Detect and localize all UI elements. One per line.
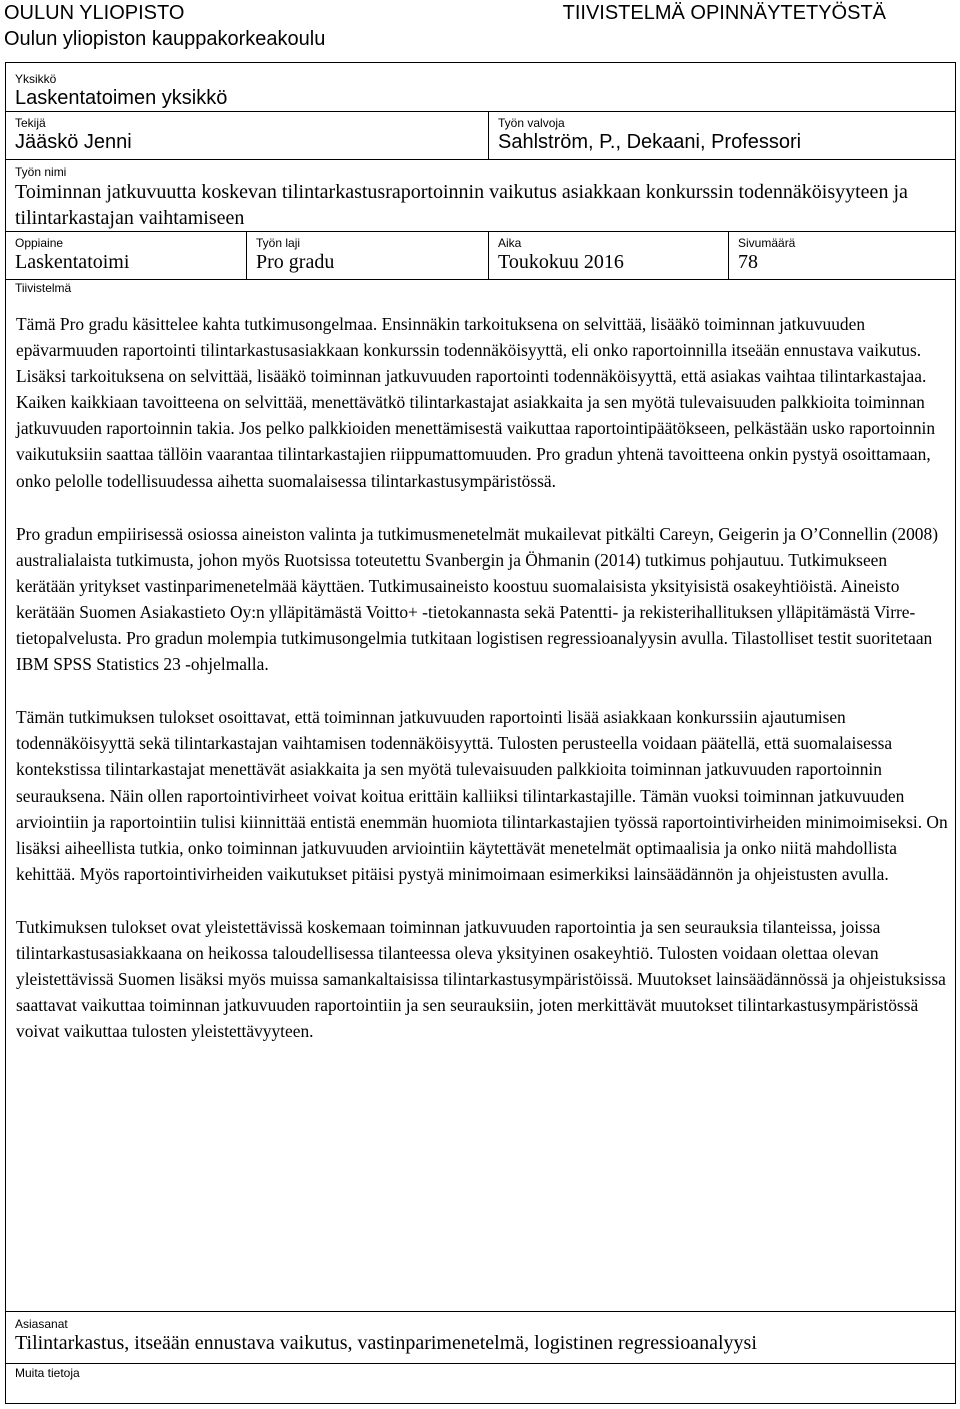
work-type-cell [246,232,488,279]
meta-row [6,231,955,279]
faculty-name: Oulun yliopiston kauppakorkeakoulu [4,28,326,50]
keywords-label: Asiasanat [15,1317,68,1331]
other-info-label: Muita tietoja [15,1366,80,1380]
date-cell [488,232,728,279]
abstract-paragraph: Tämä Pro gradu käsittelee kahta tutkimusongelmaa. Ensinnäkin tarkoituksena on selvittää, lisääkö toiminnan jatkuvuuden epävarmuuden raportointi tilintarkastusasiakkaan konkurssin todennäköisyyttä, eli onko raportoinnilla itseään ennustava vaikutus. Lisäksi tarkoituksena on selvittää, lisääkö toiminnan jatkuvuuden raportointi todennäköisyyttä, että asiakas vaihtaa tilintarkastajaa. Kaiken kaikkiaan tavoitteena on selvittää, menettävätkö tilintarkastajat asiakkaita ja sen myötä tulevaisuuden palkkioita toiminnan jatkuvuuden raportoinnin takia. Jos pelko palkkioiden menettämisestä vaikuttaa raportointipäätökseen, pelkästään usko raportoinnin vaikutuksiin saattaa tällöin vaarantaa tilintarkastajien riippumattomuuden. Pro gradun yhtenä tavoitteena onkin pystyä osoittamaan, onko pelolle todellisuudessa aihetta suomalaisessa tilintarkastusympäristössä. [16,314,936,491]
abstract-paragraph: Tutkimuksen tulokset ovat yleistettävissä koskemaan toiminnan jatkuvuuden raportointia ja sen seurauksia tilanteissa, joissa tilintarkastusasiakkaana on heikossa taloudellisessa tilanteessa oleva yksityinen osakeyhtiö. Tulosten voidaan olettaa olevan yleistettävissä Suomen lisäksi myös muissa samankaltaisissa tilintarkastusympäristöissä. Muutokset lainsäädännössä ja ohjeistuksissa saattavat vaikuttaa toiminnan jatkuvuuden raportointiin ja sen seurauksiin, joten merkittävät muutokset tilintarkastusympäristössä voivat vaikuttaa tulosten yleistettävyyteen. [16,916,946,1042]
supervisor-label: Työn valvoja [498,116,565,130]
author-cell [6,112,488,159]
other-info-row [6,1363,955,1403]
date-value: Toukokuu 2016 [498,251,624,273]
pages-value: 78 [738,251,758,273]
university-name: OULUN YLIOPISTO [4,2,185,24]
keywords-value: Tilintarkastus, itseään ennustava vaikutus, vastinparimenetelmä, logistinen regressioanalyysi [15,1332,757,1354]
work-type-label: Työn laji [256,236,301,250]
supervisor-cell [488,112,955,159]
pages-label: Sivumäärä [738,236,796,250]
abstract-paragraph: Tämän tutkimuksen tulokset osoittavat, että toiminnan jatkuvuuden raportointi lisää asiakkaan konkurssiin ajautumisen todennäköisyyttä sekä tilintarkastajan vaihtamisen todennäköisyyttä. Tulosten perusteella voidaan päätellä, että suomalaisessa kontekstissa tilintarkastajat menettävät asiakkaita ja sen myötä tulevaisuuden palkkioita toiminnan jatkuvuuden raportoinnin seurauksena. Näin ollen raportointivirheet voivat koitua erittäin kalliiksi tilintarkastajille. Tämän vuoksi toiminnan jatkuvuuden arviointiin ja raportointiin tulisi kiinnittää entistä enemmän huomiota tilintarkastajien työssä raportointivirheiden minimoimiseksi. On lisäksi aiheellista tutkia, onko toiminnan jatkuvuuden arviointiin käytettävät menetelmät optimaalisia ja onko niitä mahdollista kehittää. Myös raportointivirheiden vaikutukset pitäisi pystyä minimoimaan esimerkiksi lainsäädännön ja ohjeistusten avulla. [16,707,948,884]
document-type: TIIVISTELMÄ OPINNÄYTETYÖSTÄ [562,2,886,24]
abstract-form [5,62,956,1404]
document-header [2,0,958,58]
subject-cell [6,232,246,279]
abstract-body [16,311,950,1071]
date-label: Aika [498,236,522,250]
author-value: Jääskö Jenni [15,131,132,153]
unit-label: Yksikkö [15,72,57,86]
subject-label: Oppiaine [15,236,64,250]
supervisor-value: Sahlström, P., Dekaani, Professori [498,131,802,153]
unit-value: Laskentatoimen yksikkö [15,87,228,109]
title-row [6,159,955,231]
keywords-row [6,1311,955,1363]
author-row [6,111,955,159]
work-type-value: Pro gradu [256,251,335,273]
author-label: Tekijä [15,116,46,130]
abstract-label: Tiivistelmä [15,281,72,295]
pages-cell [728,232,955,279]
subject-value: Laskentatoimi [15,251,130,273]
title-label: Työn nimi [15,165,67,179]
unit-row [6,63,955,111]
title-value: Toiminnan jatkuvuutta koskevan tilintarkastusraportoinnin vaikutus asiakkaan konkurssin todennäköisyyteen ja tilintarkastajan vaihtamiseen [15,181,908,229]
abstract-paragraph: Pro gradun empiirisessä osiossa aineiston valinta ja tutkimusmenetelmät mukailevat pitkälti Careyn, Geigerin ja O’Connellin (2008) australialaista tutkimusta, johon myös Ruotsissa toteutettu Svanbergin ja Öhmanin (2014) tutkimus pohjautuu. Tutkimukseen kerätään yritykset vastinparimenetelmää käyttäen. Tutkimusaineisto koostuu suomalaisista yksityisistä osakeyhtiöistä. Aineisto kerätään Suomen Asiakastieto Oy:n ylläpitämästä Voitto+ -tietokannasta sekä Patentti- ja rekisterihallituksen ylläpitämästä Virre-tietopalvelusta. Pro gradun molempia tutkimusongelmia tutkitaan logistisen regressioanalyysin avulla. Tilastolliset testit suoritetaan IBM SPSS Statistics 23 -ohjelmalla. [16,523,938,675]
